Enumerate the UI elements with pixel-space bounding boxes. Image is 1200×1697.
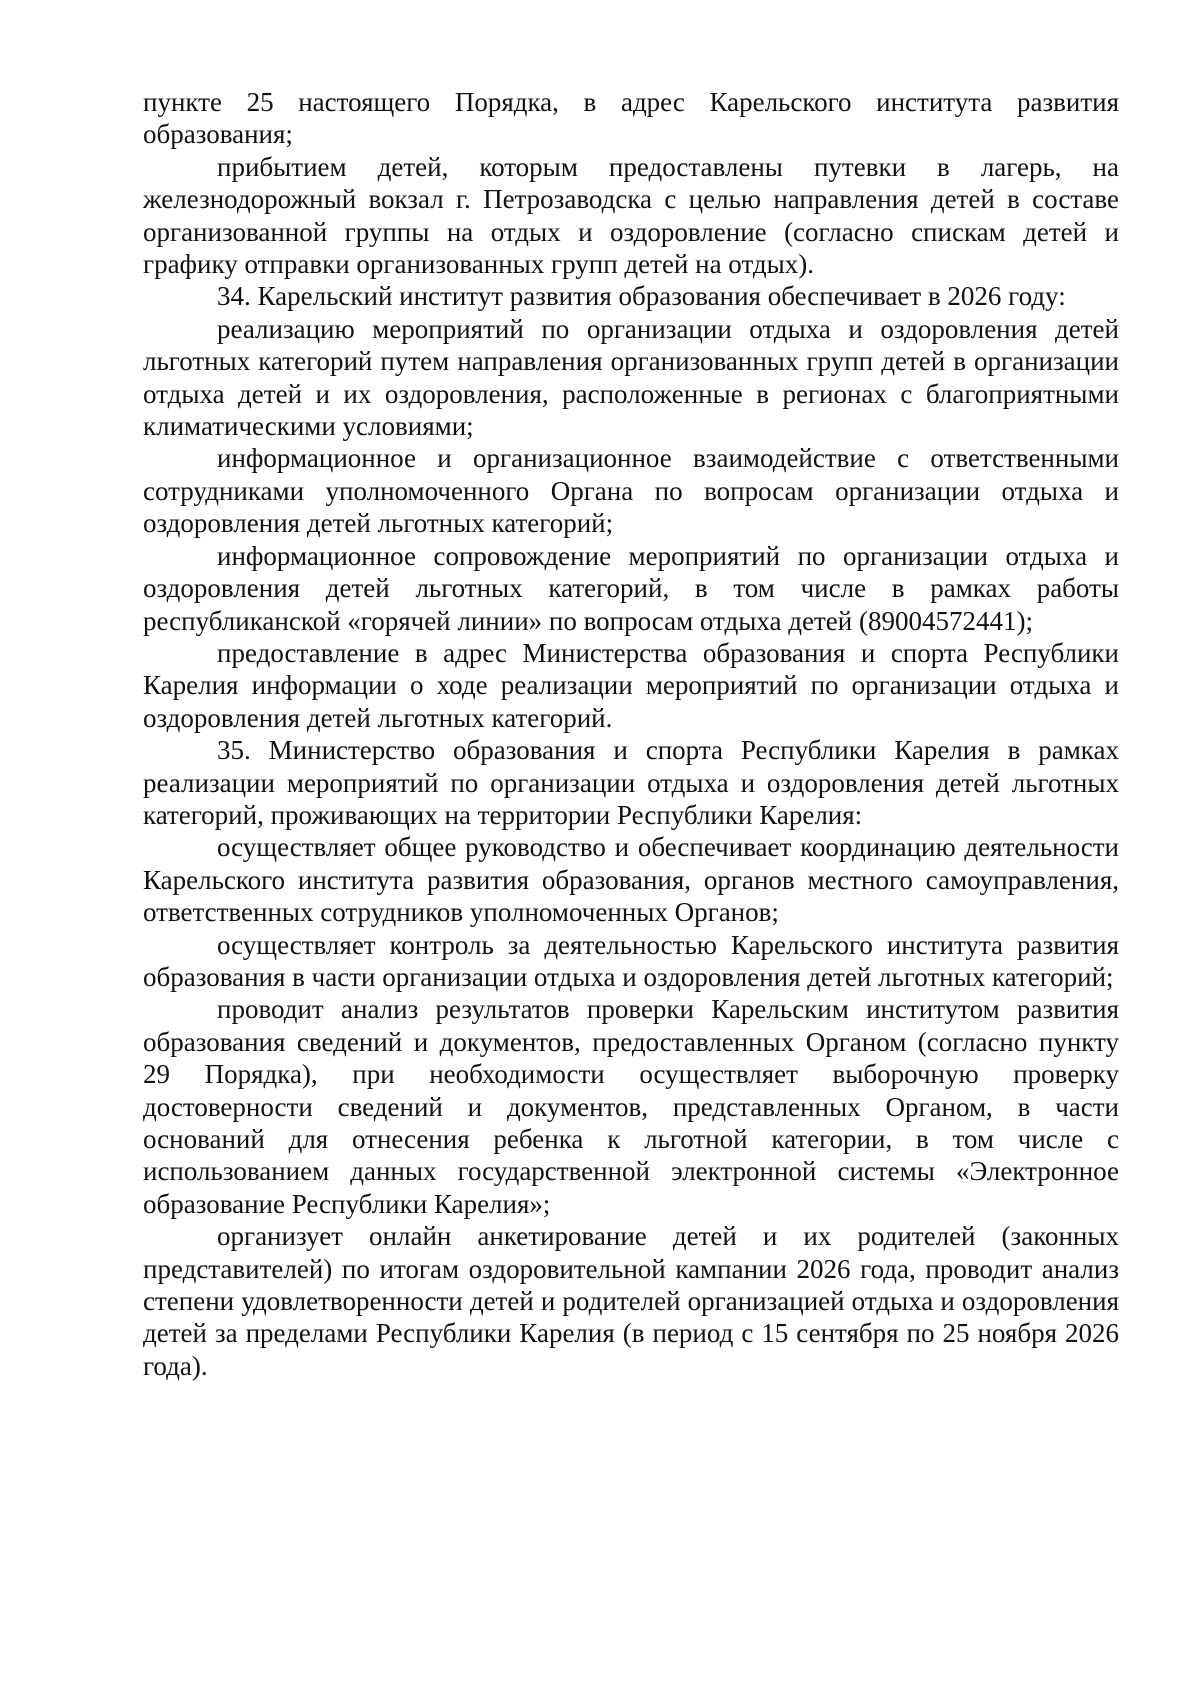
document-body	[143, 86, 1119, 1382]
paragraph-34-hotline: информационное сопровождение мероприятий по организации отдыха и оздоровления детей льготных категорий, в том числе в рамках работы республиканской «горячей линии» по вопросам отдыха детей (89004572441);	[143, 540, 1119, 636]
paragraph-35-survey: организует онлайн анкетирование детей и их родителей (законных представителей) по итогам оздоровительной кампании 2026 года, проводит анализ степени удовлетворенности детей и родителей организацией отдыха и оздоровления детей за пределами Республики Карелия (в период с 15 сентября по 25 ноября 2026 года).	[143, 1221, 1119, 1381]
paragraph-35-heading: 35. Министерство образования и спорта Республики Карелия в рамках реализации мероприятий по организации отдыха и оздоровления детей льготных категорий, проживающих на территории Республики Карелия:	[143, 735, 1119, 830]
paragraph-35-coordination: осуществляет общее руководство и обеспечивает координацию деятельности Карельского института развития образования, органов местного самоуправления, ответственных сотрудников уполномоченных Органов;	[143, 832, 1119, 928]
paragraph-arrival-at-station: прибытием детей, которым предоставлены путевки в лагерь, на железнодорожный вокзал г. Петрозаводска с целью направления детей в составе организованной группы на отдых и оздоровление (согласно спискам детей и графику отправки организованных групп детей на отдых).	[143, 151, 1119, 280]
paragraph-continuation-clause-25: пункте 25 настоящего Порядка, в адрес Карельского института развития образования;	[143, 87, 1119, 150]
paragraph-34-heading: 34. Карельский институт развития образования обеспечивает в 2026 году:	[217, 281, 1066, 312]
paragraph-35-control: осуществляет контроль за деятельностью Карельского института развития образования в части организации отдыха и оздоровления детей льготных категорий;	[143, 929, 1119, 992]
paragraph-34-implementation: реализацию мероприятий по организации отдыха и оздоровления детей льготных категорий путем направления организованных групп детей в организации отдыха детей и их оздоровления, расположенные в регионах с благоприятными климатическими условиями;	[143, 313, 1119, 442]
paragraph-34-reporting: предоставление в адрес Министерства образования и спорта Республики Карелия информации о ходе реализации мероприятий по организации отдыха и оздоровления детей льготных категорий.	[143, 637, 1119, 733]
paragraph-35-analysis: проводит анализ результатов проверки Карельским институтом развития образования сведений и документов, предоставленных Органом (согласно пункту 29 Порядка), при необходимости осуществляет выборочную проверку достоверности сведений и документов, представленных Органом, в части оснований для отнесения ребенка к льготной категории, в том числе с использованием данных государственной электронной системы «Электронное образование Республики Карелия»;	[143, 994, 1119, 1219]
paragraph-34-interaction: информационное и организационное взаимодействие с ответственными сотрудниками уполномоченного Органа по вопросам организации отдыха и оздоровления детей льготных категорий;	[143, 443, 1119, 539]
